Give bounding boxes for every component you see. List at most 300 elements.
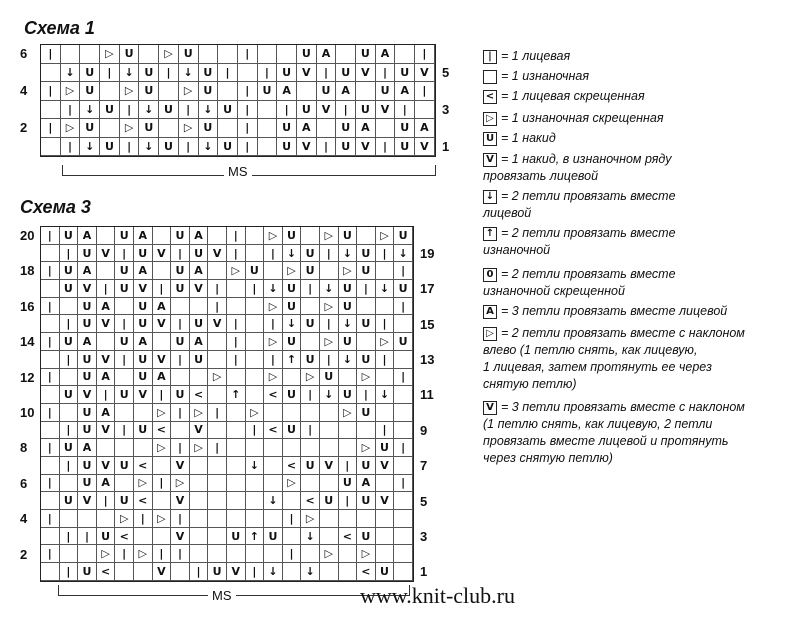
chart-cell: A	[336, 82, 356, 101]
chart-cell: U	[357, 528, 376, 546]
chart-cell: ↓	[80, 138, 100, 157]
chart-cell: ▷	[376, 333, 395, 351]
chart-cell: |	[171, 404, 190, 422]
chart-cell: U	[139, 119, 159, 138]
row-number: 19	[420, 245, 435, 261]
chart-cell: ▷	[301, 369, 320, 387]
chart-cell: U	[283, 422, 302, 440]
chart-cell: |	[395, 101, 415, 120]
chart-cell: <	[134, 457, 153, 475]
chart-cell	[357, 227, 376, 245]
chart-cell: |	[61, 138, 81, 157]
chart-cell	[339, 439, 358, 457]
chart-cell	[115, 298, 134, 316]
chart-cell: ▷	[97, 545, 116, 563]
chart-cell: U	[283, 333, 302, 351]
scheme1-ms-label: MS	[224, 164, 252, 179]
chart-cell	[320, 563, 339, 581]
chart-cell: ▷	[339, 262, 358, 280]
chart-cell: ▷	[320, 227, 339, 245]
chart-cell: U	[301, 351, 320, 369]
chart-cell: |	[376, 351, 395, 369]
chart-cell: U	[78, 563, 97, 581]
chart-cell: |	[41, 545, 60, 563]
chart-cell	[41, 422, 60, 440]
chart-cell	[394, 386, 413, 404]
chart-cell	[208, 351, 227, 369]
chart-cell	[283, 439, 302, 457]
chart-cell: ▷	[376, 227, 395, 245]
chart-cell: U	[283, 298, 302, 316]
row-number: 11	[420, 387, 434, 403]
chart-cell: A	[297, 119, 317, 138]
chart-cell: |	[41, 439, 60, 457]
chart-cell: ↓	[139, 101, 159, 120]
chart-cell: U	[339, 386, 358, 404]
chart-cell: |	[60, 528, 79, 546]
chart-cell: ↓	[339, 315, 358, 333]
chart-cell: |	[60, 422, 79, 440]
chart-cell: <	[357, 563, 376, 581]
chart-cell: |	[179, 101, 199, 120]
chart-cell: U	[115, 457, 134, 475]
chart-cell: U	[171, 333, 190, 351]
chart-cell: ▷	[179, 82, 199, 101]
chart-cell: |	[376, 138, 396, 157]
chart-cell: |	[41, 262, 60, 280]
chart-cell	[227, 404, 246, 422]
chart-cell	[41, 315, 60, 333]
legend-item	[483, 110, 793, 127]
chart-cell	[339, 545, 358, 563]
chart-cell: U	[357, 404, 376, 422]
chart-cell	[264, 475, 283, 493]
chart-cell: ▷	[320, 298, 339, 316]
row-number: 9	[420, 422, 428, 438]
chart-cell: V	[190, 422, 209, 440]
chart-cell: |	[115, 245, 134, 263]
chart-cell: ▷	[153, 439, 172, 457]
chart-cell: |	[120, 138, 140, 157]
chart-cell	[246, 475, 265, 493]
chart-cell: V	[97, 315, 116, 333]
chart-cell: U	[395, 64, 415, 83]
chart-cell	[376, 404, 395, 422]
chart-cell	[246, 386, 265, 404]
chart-cell: <	[115, 528, 134, 546]
chart-cell	[60, 369, 79, 387]
chart-cell: U	[301, 245, 320, 263]
chart-cell	[258, 45, 278, 64]
chart-cell: ↓	[394, 245, 413, 263]
chart-cell	[153, 457, 172, 475]
chart-cell: U	[171, 386, 190, 404]
chart-cell: V	[78, 280, 97, 298]
chart-cell: U	[97, 528, 116, 546]
chart-cell: U	[356, 45, 376, 64]
chart-cell: |	[100, 64, 120, 83]
chart-cell: V	[190, 280, 209, 298]
row-number: 4	[20, 83, 28, 98]
chart-cell: V	[171, 492, 190, 510]
chart-cell	[264, 404, 283, 422]
chart-cell: |	[115, 315, 134, 333]
chart-cell	[415, 101, 435, 120]
chart-cell	[190, 510, 209, 528]
chart-cell	[394, 404, 413, 422]
legend-text: лицевой	[483, 206, 532, 220]
chart-cell	[208, 545, 227, 563]
chart-cell: |	[246, 422, 265, 440]
chart-cell	[199, 45, 219, 64]
chart-cell: A	[97, 404, 116, 422]
chart-cell	[301, 404, 320, 422]
chart-cell: U	[60, 386, 79, 404]
chart-cell: ↓	[120, 64, 140, 83]
chart-cell: U	[339, 475, 358, 493]
chart-cell: U	[339, 280, 358, 298]
chart-cell	[153, 528, 172, 546]
chart-cell: |	[283, 545, 302, 563]
chart-cell: <	[264, 422, 283, 440]
chart-cell: |	[320, 245, 339, 263]
chart-cell: U	[283, 280, 302, 298]
row-number: 10	[20, 405, 35, 420]
chart-cell	[97, 510, 116, 528]
chart-cell: |	[60, 351, 79, 369]
legend-text: = 1 изнаночная скрещенная	[501, 111, 664, 125]
legend-item	[483, 303, 793, 320]
chart-cell: |	[301, 422, 320, 440]
chart-cell: U	[357, 262, 376, 280]
chart-cell: ↓	[339, 351, 358, 369]
chart-cell: V	[171, 457, 190, 475]
legend-symbol-icon: ▷	[483, 327, 497, 341]
row-number: 3	[420, 528, 428, 544]
chart-cell: |	[376, 64, 396, 83]
chart-cell	[60, 545, 79, 563]
chart-cell: |	[246, 280, 265, 298]
chart-cell: V	[415, 138, 435, 157]
chart-cell: ↓	[246, 457, 265, 475]
row-number: 3	[442, 101, 450, 117]
chart-cell: U	[179, 45, 199, 64]
chart-cell: |	[339, 492, 358, 510]
chart-cell: U	[357, 457, 376, 475]
chart-cell: |	[320, 315, 339, 333]
chart-cell	[227, 298, 246, 316]
chart-cell: |	[120, 101, 140, 120]
chart-cell: |	[208, 280, 227, 298]
chart-cell: |	[60, 315, 79, 333]
chart-cell	[283, 528, 302, 546]
chart-cell: U	[199, 119, 219, 138]
row-number: 14	[20, 334, 35, 350]
chart-cell	[208, 386, 227, 404]
chart-cell	[258, 101, 278, 120]
legend-item	[483, 225, 793, 259]
chart-cell: U	[227, 528, 246, 546]
row-number: 13	[420, 351, 435, 367]
chart-cell: V	[320, 457, 339, 475]
chart-cell: |	[41, 45, 61, 64]
chart-cell: ▷	[320, 333, 339, 351]
legend-item	[483, 48, 793, 65]
chart-cell	[246, 298, 265, 316]
chart-cell: U	[394, 227, 413, 245]
legend-text: снятую петлю)	[483, 377, 577, 391]
chart-cell: |	[60, 563, 79, 581]
chart-cell: |	[336, 101, 356, 120]
chart-cell: |	[171, 510, 190, 528]
chart-cell	[264, 439, 283, 457]
chart-cell	[394, 351, 413, 369]
chart-cell	[115, 369, 134, 387]
chart-cell	[97, 227, 116, 245]
chart-cell	[283, 563, 302, 581]
chart-cell	[394, 457, 413, 475]
row-number: 5	[442, 64, 450, 80]
chart-cell	[246, 510, 265, 528]
chart-cell: A	[97, 475, 116, 493]
chart-cell: |	[320, 351, 339, 369]
chart-cell: U	[394, 280, 413, 298]
chart-cell: A	[395, 82, 415, 101]
chart-cell	[246, 545, 265, 563]
chart-cell: |	[41, 82, 61, 101]
chart-cell: V	[153, 315, 172, 333]
scheme1-title: Схема 1	[24, 18, 95, 38]
chart-cell: |	[246, 563, 265, 581]
chart-cell	[139, 45, 159, 64]
chart-cell: V	[297, 138, 317, 157]
chart-cell: |	[317, 64, 337, 83]
chart-cell	[190, 475, 209, 493]
chart-cell	[190, 457, 209, 475]
chart-cell: |	[153, 545, 172, 563]
chart-cell: ▷	[301, 510, 320, 528]
chart-cell	[41, 138, 61, 157]
chart-cell: |	[376, 315, 395, 333]
chart-cell: ↓	[264, 563, 283, 581]
chart-cell: ▷	[283, 475, 302, 493]
chart-cell: U	[320, 369, 339, 387]
chart-cell: A	[153, 369, 172, 387]
chart-cell: U	[78, 369, 97, 387]
chart-cell: ▷	[246, 404, 265, 422]
chart-cell: V	[134, 386, 153, 404]
chart-cell	[301, 333, 320, 351]
chart-cell: U	[171, 262, 190, 280]
chart-cell: |	[159, 64, 179, 83]
chart-cell: |	[238, 119, 258, 138]
chart-cell: U	[277, 64, 297, 83]
chart-cell: |	[238, 82, 258, 101]
chart-cell	[320, 422, 339, 440]
legend-item	[483, 88, 793, 105]
chart-cell: ▷	[339, 404, 358, 422]
chart-cell: |	[394, 439, 413, 457]
chart-cell: V	[376, 457, 395, 475]
chart-cell	[394, 528, 413, 546]
chart-cell: |	[171, 545, 190, 563]
chart-cell	[246, 333, 265, 351]
chart-cell	[376, 262, 395, 280]
legend-text: провязать вместе лицевой и протянуть	[483, 434, 729, 448]
chart-cell	[339, 563, 358, 581]
row-number: 20	[20, 228, 35, 243]
chart-cell: U	[336, 138, 356, 157]
chart-cell: |	[277, 101, 297, 120]
legend-symbol-icon: 0	[483, 268, 497, 282]
chart-cell: |	[394, 262, 413, 280]
chart-cell: |	[208, 404, 227, 422]
chart-cell: <	[134, 492, 153, 510]
chart-cell: U	[78, 245, 97, 263]
chart-cell: A	[97, 369, 116, 387]
chart-cell: U	[115, 333, 134, 351]
chart-cell	[218, 45, 238, 64]
chart-cell: ↓	[339, 245, 358, 263]
row-number: 12	[20, 369, 35, 385]
chart-cell: |	[394, 369, 413, 387]
chart-cell: U	[357, 492, 376, 510]
chart-cell: U	[115, 262, 134, 280]
chart-cell: ▷	[190, 404, 209, 422]
chart-cell: V	[97, 245, 116, 263]
chart-cell: A	[78, 333, 97, 351]
chart-cell	[258, 119, 278, 138]
chart-cell: |	[238, 101, 258, 120]
chart-cell	[376, 528, 395, 546]
chart-cell	[395, 45, 415, 64]
chart-cell	[339, 369, 358, 387]
chart-cell: <	[283, 457, 302, 475]
chart-cell	[376, 369, 395, 387]
legend-symbol-icon: ▷	[483, 112, 497, 126]
chart-cell	[357, 422, 376, 440]
chart-cell: U	[171, 280, 190, 298]
chart-cell: U	[317, 82, 337, 101]
chart-cell	[264, 262, 283, 280]
chart-cell: V	[153, 245, 172, 263]
chart-cell: V	[78, 492, 97, 510]
chart-cell: U	[320, 492, 339, 510]
chart-cell: <	[301, 492, 320, 510]
chart-cell: ▷	[190, 439, 209, 457]
chart-cell: |	[41, 404, 60, 422]
chart-cell: U	[218, 101, 238, 120]
chart-cell: <	[264, 386, 283, 404]
chart-cell: A	[78, 439, 97, 457]
chart-cell	[100, 119, 120, 138]
chart-cell: |	[190, 563, 209, 581]
chart-cell: A	[376, 45, 396, 64]
chart-cell: |	[238, 45, 258, 64]
chart-cell: A	[357, 475, 376, 493]
chart-cell: ↓	[376, 280, 395, 298]
row-number: 17	[420, 281, 435, 297]
chart-cell: A	[134, 262, 153, 280]
chart-cell	[376, 119, 396, 138]
chart-cell: U	[80, 64, 100, 83]
chart-cell: U	[246, 262, 265, 280]
chart-cell	[208, 422, 227, 440]
chart-cell	[394, 315, 413, 333]
row-number: 15	[420, 316, 435, 332]
chart-cell: |	[41, 369, 60, 387]
chart-cell	[356, 82, 376, 101]
chart-cell: U	[80, 119, 100, 138]
chart-cell	[208, 457, 227, 475]
chart-cell: U	[115, 492, 134, 510]
chart-cell: A	[277, 82, 297, 101]
chart-cell: ▷	[357, 439, 376, 457]
chart-cell: V	[356, 64, 376, 83]
chart-cell: |	[264, 315, 283, 333]
chart-cell: U	[199, 82, 219, 101]
chart-cell: ▷	[120, 82, 140, 101]
chart-cell: A	[78, 262, 97, 280]
chart-cell: V	[97, 351, 116, 369]
chart-cell	[320, 404, 339, 422]
chart-cell: |	[208, 298, 227, 316]
chart-cell: ▷	[159, 45, 179, 64]
chart-cell: A	[134, 333, 153, 351]
legend-symbol-icon: |	[483, 50, 497, 64]
chart-cell	[339, 510, 358, 528]
chart-cell	[190, 492, 209, 510]
legend-text: = 1 изнаночная	[501, 69, 590, 83]
chart-cell: A	[415, 119, 435, 138]
scheme3-title: Схема 3	[20, 197, 91, 217]
chart-cell: ↓	[320, 386, 339, 404]
legend-item	[483, 188, 793, 222]
chart-cell	[227, 439, 246, 457]
legend-symbol-icon: <	[483, 90, 497, 104]
chart-cell: U	[357, 351, 376, 369]
chart-cell	[227, 545, 246, 563]
chart-cell: U	[115, 386, 134, 404]
legend-text: = 1 накид, в изнаночном ряду	[501, 152, 672, 166]
chart-cell: U	[301, 457, 320, 475]
legend-text: = 3 петли провязать вместе с наклоном	[501, 400, 745, 414]
chart-cell	[246, 369, 265, 387]
chart-cell	[320, 262, 339, 280]
chart-cell: V	[227, 563, 246, 581]
chart-cell: |	[415, 45, 435, 64]
chart-cell: ↓	[320, 280, 339, 298]
chart-cell	[227, 422, 246, 440]
chart-cell: U	[190, 351, 209, 369]
chart-cell: U	[78, 457, 97, 475]
legend-text: = 1 накид	[501, 131, 556, 145]
chart-cell: U	[208, 563, 227, 581]
chart-cell: U	[78, 315, 97, 333]
chart-cell: |	[264, 351, 283, 369]
chart-cell: U	[60, 333, 79, 351]
chart-cell: V	[134, 280, 153, 298]
chart-cell: ▷	[134, 545, 153, 563]
chart-cell	[218, 82, 238, 101]
chart-cell: ▷	[134, 475, 153, 493]
chart-cell	[115, 563, 134, 581]
legend-text: 1 лицевая, затем протянуть ее через	[483, 360, 712, 374]
chart-cell: V	[208, 315, 227, 333]
chart-cell: U	[78, 351, 97, 369]
chart-cell: V	[78, 386, 97, 404]
legend-text: = 1 лицевая скрещенная	[501, 89, 645, 103]
